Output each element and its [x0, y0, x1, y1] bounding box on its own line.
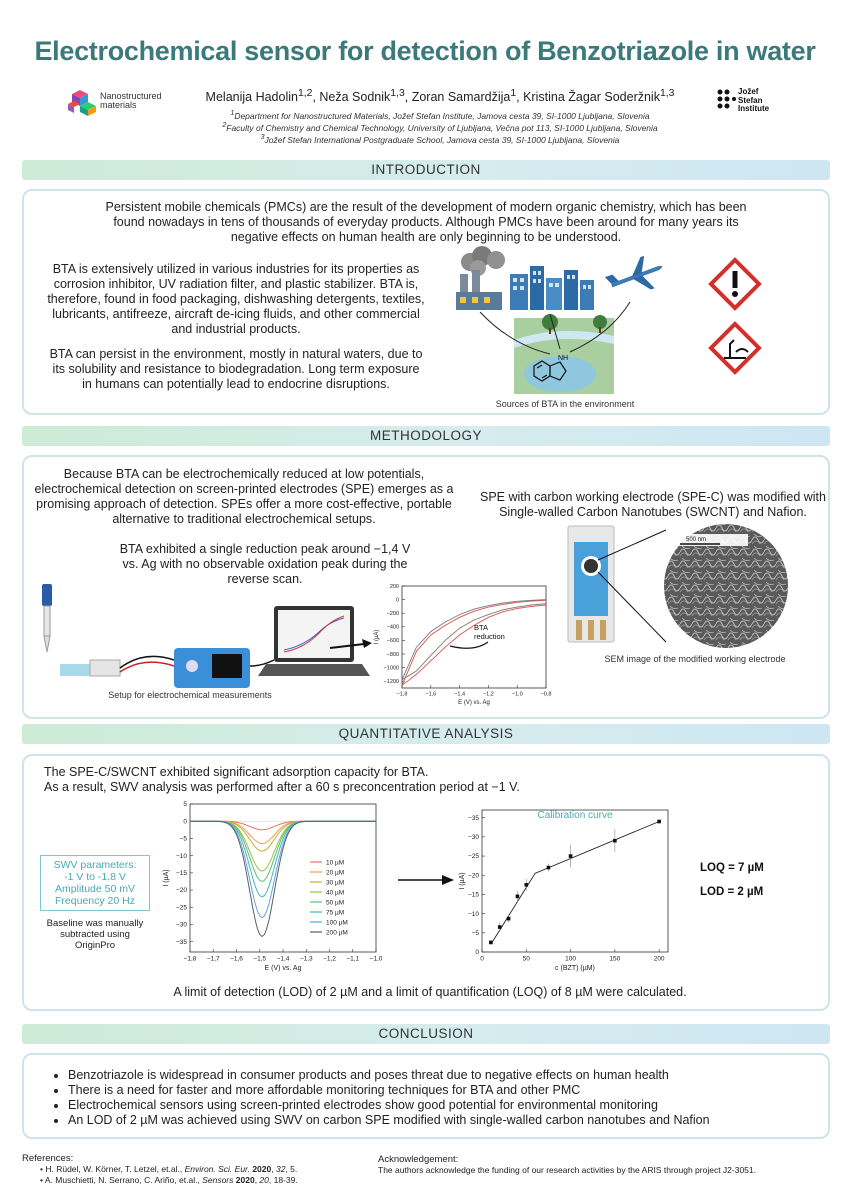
author-sup: 1,3: [390, 88, 405, 99]
y-tick-label: −35: [175, 938, 187, 946]
x-tick-label: −1,4: [276, 955, 290, 963]
legend-label: 30 µM: [326, 879, 345, 887]
x-tick-label: 150: [609, 955, 621, 963]
y-tick-label: −5: [471, 929, 479, 937]
y-axis-label: I (µA): [163, 869, 170, 887]
molecule-nh-label: NH: [558, 355, 569, 362]
cv-chart: [370, 580, 550, 712]
methodology-heading: METHODOLOGY: [22, 426, 830, 446]
x-axis-label: c (BZT) (µM): [555, 965, 595, 972]
x-tick-label: −1,0: [511, 691, 523, 698]
x-tick-label: −1,6: [230, 955, 243, 963]
y-tick-label: 0: [395, 597, 399, 604]
annotation-label: BTA: [474, 623, 489, 632]
data-point: [657, 820, 661, 824]
cv-series-line: [402, 604, 546, 680]
x-tick-label: −1,3: [299, 955, 313, 963]
smoke-icon: [461, 246, 505, 276]
legend-label: 20 µM: [326, 869, 345, 877]
methodology-paragraph-1: Because BTA can be electrochemically reduced at low potentials, electrochemical detection on screen-printed electrodes (SPE) emerges as a promising approach of detection. SPEs offer a more cost-effective, portable alternative to traditional electrochemical setups.: [34, 467, 454, 526]
y-tick-label: −10: [467, 910, 479, 918]
loq-value: LOQ = 7 µM: [700, 862, 764, 874]
data-point: [498, 925, 502, 929]
intro-figure-caption: Sources of BTA in the environment: [495, 399, 635, 409]
x-axis-label: E (V) vs. Ag: [264, 965, 302, 972]
reference-item: • A. Muschietti, N. Serrano, C. Ariño, et.al., Sensors 2020, 20, 18-39.: [40, 1175, 298, 1185]
x-tick-label: −1,7: [206, 955, 220, 963]
y-axis-label: I (µA): [459, 872, 466, 890]
annotation-label: reduction: [474, 632, 505, 641]
list-item: • An LOD of 2 µM was achieved using SWV on carbon SPE modified with single-walled carbon nanotubes and Nafion: [68, 1113, 810, 1128]
electrochemical-setup-illustration: [34, 580, 374, 690]
x-tick-label: −1,0: [369, 955, 383, 963]
y-tick-label: −20: [175, 887, 187, 895]
intro-paragraph-2: BTA is extensively utilized in various industries for its properties as corrosion inhibitor, UV radiation filter, and plastic stabilizer. BTA is, therefore, found in food packaging, dishwashing detergents, textiles, lubricants, antifreeze, aircraft de-icing fluids, and other commercial and industrial products.: [47, 262, 425, 336]
intro-heading: INTRODUCTION: [22, 160, 830, 180]
intro-paragraph-1: Persistent mobile chemicals (PMCs) are the result of the development of modern organic chemistry, which has been found nowadays in tens of thousands of everyday products. Although PMCs have been around for many years its negative effects on human health are only beginning to be understood.: [105, 200, 747, 244]
legend-label: 100 µM: [326, 919, 348, 927]
jozef-stefan-institute-logo: [716, 88, 786, 122]
right-arrow-icon: [396, 870, 456, 890]
intro-paragraph-3: BTA can persist in the environment, mostly in natural waters, due to its solubility and resistance to biodegradation. Long term exposure in humans can potentially lead to endocrine disruptions.: [49, 347, 423, 391]
plot-frame: [482, 810, 668, 952]
author: Neža Sodnik: [319, 90, 391, 105]
y-tick-label: 200: [389, 583, 399, 590]
x-tick-label: −1,8: [396, 691, 408, 698]
swv-line: Frequency 20 Hz: [55, 895, 135, 907]
quant-heading: QUANTITATIVE ANALYSIS: [22, 724, 830, 744]
legend-label: 40 µM: [326, 889, 345, 897]
calibration-chart: [458, 800, 674, 980]
potentiostat-icon: [174, 648, 250, 688]
data-point: [524, 883, 528, 887]
affiliation: $^3$Jožef Stefan International Postgraduate School, Jamova cesta 39, SI-1000 Ljubljana, Slovenia: [260, 133, 620, 145]
exclamation-hazard-icon: [711, 260, 759, 308]
landscape-icon: [514, 314, 614, 394]
legend-label: 75 µM: [326, 909, 345, 917]
y-tick-label: −400: [386, 624, 399, 631]
laptop-icon: [258, 606, 370, 676]
author-sup: 1,2: [297, 88, 313, 99]
swv-line: SWV parameters:: [53, 859, 137, 871]
y-tick-label: 0: [475, 949, 479, 957]
baseline-note: Baseline was manually subtracted using OriginPro: [46, 918, 144, 951]
y-tick-label: 5: [183, 801, 187, 809]
reference-item: • H. Rüdel, W. Körner, T. Letzel, et.al., Environ. Sci. Eur. 2020, 32, 5.: [40, 1164, 298, 1174]
legend-label: 50 µM: [326, 899, 345, 907]
data-point: [516, 895, 520, 899]
y-tick-label: −15: [467, 891, 479, 899]
quant-paragraph-2: As a result, SWV analysis was performed after a 60 s preconcentration period at −1 V.: [44, 780, 520, 794]
x-tick-label: −1,5: [253, 955, 267, 963]
y-tick-label: 0: [183, 818, 187, 826]
data-point: [507, 917, 511, 921]
cv-series-line: [402, 600, 546, 685]
methodology-paragraph-3: SPE with carbon working electrode (SPE-C) was modified with Single-walled Carbon Nanotubes (SWCNT) and Nafion.: [480, 490, 826, 519]
environmental-hazard-icon: [711, 324, 759, 372]
logo-left-line2: materials: [100, 100, 137, 110]
y-tick-label: −1200: [383, 679, 399, 686]
x-tick-label: −1,2: [482, 691, 494, 698]
nanostructured-materials-logo: [66, 86, 176, 120]
x-tick-label: 100: [565, 955, 577, 963]
y-tick-label: −200: [386, 611, 399, 618]
pipette-icon: [42, 584, 52, 652]
author: Zoran Samardžija: [411, 90, 511, 105]
list-item: • Benzotriazole is widespread in consumer products and poses threat due to negative effects on human health: [68, 1068, 810, 1083]
acknowledgement-heading: Acknowledgement:: [378, 1154, 459, 1165]
x-tick-label: 200: [653, 955, 665, 963]
affiliation: $^1$Department for Nanostructured Materials, Jožef Stefan Institute, Jamova cesta 39, SI-1000 Ljubljana, Slovenia: [230, 109, 650, 121]
logo-right-line1: Jožef: [738, 87, 759, 96]
author-sup: 1: [510, 88, 517, 99]
jsi-dots-icon: [716, 88, 736, 112]
chart-title: Calibration curve: [537, 810, 613, 821]
y-tick-label: −800: [386, 651, 399, 658]
y-tick-label: −35: [467, 814, 479, 822]
screen-printed-electrode-icon: [60, 660, 120, 676]
author: Melanija Hadolin: [205, 90, 298, 105]
y-tick-label: −5: [179, 835, 187, 843]
conclusion-list: [50, 1068, 810, 1128]
y-tick-label: −15: [175, 870, 187, 878]
airplane-icon: [602, 252, 668, 302]
y-tick-label: −30: [467, 834, 479, 842]
x-tick-label: −1,1: [346, 955, 360, 963]
sem-scale-label: 500 nm: [686, 537, 707, 543]
y-tick-label: −25: [175, 904, 187, 912]
acknowledgement-text: The authors acknowledge the funding of our research activities by the ARIS through project J2-3051.: [378, 1165, 757, 1175]
annotation-arrow: [450, 642, 488, 648]
setup-caption: Setup for electrochemical measurements: [108, 690, 272, 700]
methodology-paragraph-2: BTA exhibited a single reduction peak around −1,4 V vs. Ag with no observable oxidation peak during the reverse scan.: [119, 542, 411, 586]
x-tick-label: −1,2: [323, 955, 336, 963]
quant-paragraph-1: The SPE-C/SWCNT exhibited significant adsorption capacity for BTA.: [44, 765, 429, 779]
logo-left-line1: Nanostructured: [100, 91, 162, 101]
x-tick-label: 0: [480, 955, 484, 963]
poster-title: Electrochemical sensor for detection of Benzotriazole in water: [34, 36, 816, 66]
x-tick-label: −1,6: [425, 691, 437, 698]
lod-value: LOD = 2 µM: [700, 886, 764, 898]
x-tick-label: −1,8: [183, 955, 197, 963]
swv-line: -1 V to -1.8 V: [64, 871, 126, 883]
logo-right-line2: Stefan: [738, 95, 763, 105]
bta-sources-illustration: [450, 244, 800, 412]
references: [22, 1153, 362, 1186]
conclusion-heading: CONCLUSION: [22, 1024, 830, 1044]
data-point: [569, 854, 573, 858]
cube-logo-icon: [66, 86, 98, 118]
author: Kristina Žagar Soderžnik: [523, 90, 660, 105]
x-tick-label: −1,4: [454, 691, 466, 698]
y-tick-label: −10: [175, 852, 187, 860]
y-tick-label: −30: [175, 921, 187, 929]
quant-summary: A limit of detection (LOD) of 2 µM and a limit of quantification (LOQ) of 8 µM were calculated.: [173, 985, 687, 999]
references-heading: References:: [22, 1153, 74, 1164]
affiliation: $^2$Faculty of Chemistry and Chemical Technology, University of Ljubljana, Večna pot 113, SI-1000 Ljubljana, Slovenia: [222, 121, 658, 133]
swv-parameters-box: [40, 855, 150, 911]
city-buildings-icon: [510, 266, 594, 310]
y-tick-label: −20: [467, 872, 479, 880]
x-tick-label: −0,8: [540, 691, 552, 698]
x-tick-label: 50: [522, 955, 530, 963]
list-item: • There is a need for faster and more affordable monitoring techniques for BTA and other PMC: [68, 1083, 810, 1098]
legend-label: 200 µM: [326, 929, 348, 937]
logo-right-line3: Institute: [738, 104, 770, 113]
data-point: [547, 866, 551, 870]
swv-line: Amplitude 50 mV: [55, 883, 135, 895]
data-point: [613, 839, 617, 843]
fit-line: [491, 822, 659, 945]
spe-electrode-icon: [568, 526, 614, 642]
quant-intro: [44, 765, 520, 795]
acknowledgement: [378, 1154, 838, 1176]
legend-label: 10 µM: [326, 859, 345, 867]
author-list: Melanija Hadolin$^{1,2}$, Neža Sodnik$^{1,3}$, Zoran Samardžija$^1$, Kristina Žagar Soderžnik$^{1,3}$: [205, 88, 675, 105]
swv-chart: [160, 800, 382, 980]
factory-icon: [456, 270, 502, 310]
data-point: [489, 941, 493, 945]
y-tick-label: −1000: [383, 665, 399, 672]
cv-series-line: [402, 605, 546, 685]
swv-series-line: [190, 821, 376, 881]
list-item: • Electrochemical sensors using screen-printed electrodes show good potential for environmental monitoring: [68, 1098, 810, 1113]
spe-sem-illustration: [560, 522, 820, 652]
y-tick-label: −600: [386, 638, 399, 645]
sem-caption: SEM image of the modified working electrode: [604, 654, 786, 664]
y-axis-label: I (µA): [374, 629, 380, 645]
author-sup: 1,3: [659, 88, 675, 99]
y-tick-label: −25: [467, 853, 479, 861]
x-axis-label: E (V) vs. Ag: [458, 700, 490, 706]
